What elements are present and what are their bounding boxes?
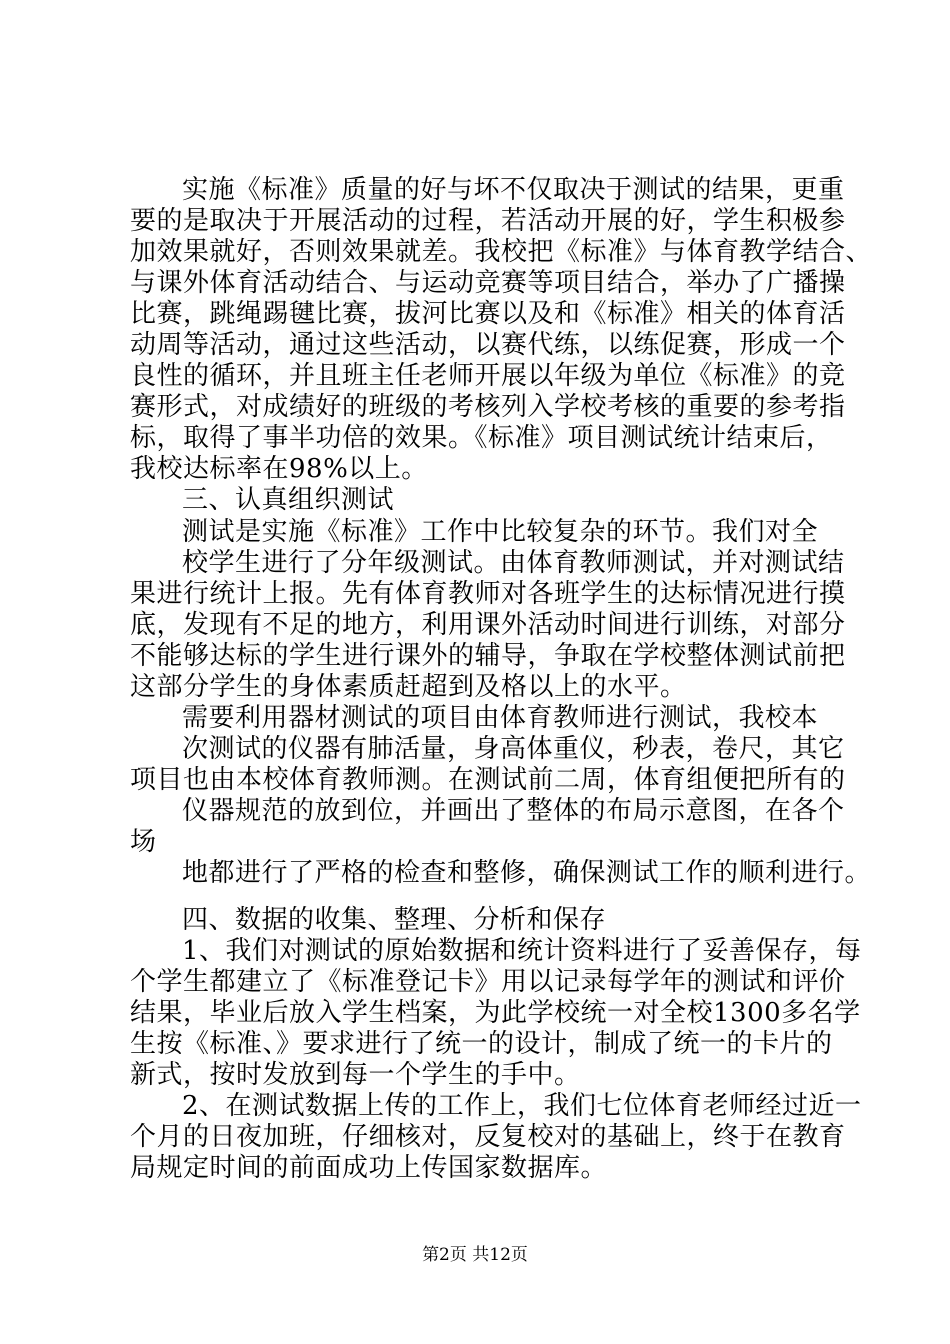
paragraph-line: 测试是实施《标准》工作中比较复杂的环节。我们对全 bbox=[182, 517, 819, 547]
paragraph-line: 需要利用器材测试的项目由体育教师进行测试，我校本 bbox=[182, 703, 819, 733]
paragraph-line: 项目也由本校体育教师测。在测试前二周，体育组便把所有的 bbox=[130, 765, 846, 795]
paragraph-line: 校学生进行了分年级测试。由体育教师测试，并对测试结 bbox=[182, 548, 845, 578]
paragraph-line: 底，发现有不足的地方，利用课外活动时间进行训练，对部分 bbox=[130, 610, 846, 640]
paragraph-line: 我校达标率在98%以上。 bbox=[130, 454, 428, 484]
paragraph-line: 个学生都建立了《标准登记卡》用以记录每学年的测试和评价 bbox=[130, 967, 846, 997]
paragraph-line: 生按《标准、》要求进行了统一的设计，制成了统一的卡片的 bbox=[130, 1029, 833, 1059]
paragraph-line: 果进行统计上报。先有体育教师对各班学生的达标情况进行摸 bbox=[130, 579, 846, 609]
paragraph-line: 场 bbox=[130, 827, 157, 857]
paragraph-line: 这部分学生的身体素质赶超到及格以上的水平。 bbox=[130, 672, 687, 702]
paragraph-line: 标，取得了事半功倍的效果。《标准》项目测试统计结束后， bbox=[130, 423, 833, 453]
paragraph-line: 动周等活动，通过这些活动，以赛代练，以练促赛，形成一个 bbox=[130, 330, 846, 360]
paragraph-line: 地都进行了严格的检查和整修，确保测试工作的顺利进行。 bbox=[182, 858, 872, 888]
page-footer: 第2页 共12页 bbox=[422, 1245, 528, 1265]
section-heading: 四、数据的收集、整理、分析和保存 bbox=[182, 905, 607, 935]
paragraph-line: 与课外体育活动结合、与运动竞赛等项目结合，举办了广播操 bbox=[130, 268, 846, 298]
paragraph-line: 新式，按时发放到每一个学生的手中。 bbox=[130, 1060, 581, 1090]
paragraph-line: 比赛，跳绳踢毽比赛，拔河比赛以及和《标准》相关的体育活 bbox=[130, 299, 846, 329]
paragraph-line: 良性的循环，并且班主任老师开展以年级为单位《标准》的竞 bbox=[130, 361, 846, 391]
paragraph-line: 2、在测试数据上传的工作上，我们七位体育老师经过近一 bbox=[182, 1091, 862, 1121]
paragraph-line: 不能够达标的学生进行课外的辅导，争取在学校整体测试前把 bbox=[130, 641, 846, 671]
section-heading: 三、认真组织测试 bbox=[182, 485, 395, 515]
paragraph-line: 加效果就好，否则效果就差。我校把《标准》与体育教学结合、 bbox=[130, 237, 873, 267]
paragraph-line: 要的是取决于开展活动的过程，若活动开展的好，学生积极参 bbox=[130, 206, 846, 236]
paragraph-line: 赛形式，对成绩好的班级的考核列入学校考核的重要的参考指 bbox=[130, 392, 846, 422]
paragraph-line: 实施《标准》质量的好与坏不仅取决于测试的结果，更重 bbox=[182, 175, 845, 205]
paragraph-line: 仪器规范的放到位，并画出了整体的布局示意图，在各个 bbox=[182, 796, 845, 826]
paragraph-line: 次测试的仪器有肺活量，身高体重仪，秒表，卷尺，其它 bbox=[182, 734, 845, 764]
paragraph-line: 个月的日夜加班，仔细核对，反复校对的基础上，终于在教育 bbox=[130, 1122, 846, 1152]
paragraph-line: 结果，毕业后放入学生档案，为此学校统一对全校1300多名学 bbox=[130, 998, 861, 1028]
paragraph-line: 1、我们对测试的原始数据和统计资料进行了妥善保存，每 bbox=[182, 936, 862, 966]
paragraph-line: 局规定时间的前面成功上传国家数据库。 bbox=[130, 1153, 608, 1183]
